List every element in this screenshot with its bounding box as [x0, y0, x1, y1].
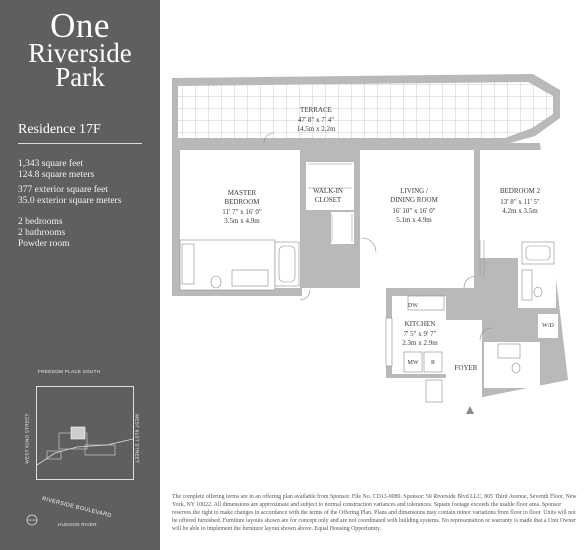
unit-walls — [172, 143, 568, 400]
terrace-label: TERRACE — [300, 106, 332, 114]
dishwasher-label: DW — [408, 303, 418, 309]
master-bedroom-label: MASTER — [227, 189, 257, 197]
terrace-dimensions: 47' 8" x 7' 4" — [297, 116, 335, 124]
living-room-label-2: DINING ROOM — [390, 196, 438, 204]
exterior-sqm: 35.0 exterior square meters — [18, 196, 122, 206]
living-room-dimensions-metric: 5.1m x 4.9m — [396, 216, 432, 224]
powder-room: Powder room — [18, 239, 70, 249]
master-bedroom-dimensions-metric: 3.5m x 4.9m — [224, 217, 260, 225]
master-bedroom-dimensions: 11' 7" x 16' 0" — [222, 208, 262, 216]
street-label-north: FREEDOM PLACE SOUTH — [38, 369, 101, 374]
interior-sqft: 1,343 square feet — [18, 159, 84, 169]
bedroom-2-dimensions-metric: 4.2m x 3.5m — [502, 207, 538, 215]
walk-in-closet-label-2: CLOSET — [314, 196, 342, 204]
legal-disclaimer: The complete offering terms are in an offering plan available from Sponsor. File No. CD13-0089. Sponsor: 50 Riverside Blvd LLC, 805 Third Avenue, Seventh Floor, New York, NY 10022. All dimensions are approximate and subject to normal construction variances and tolerances. Square footage exceeds the usable floor area. Sponsor reserves the right to make changes in accordance with the terms of the Offering Plan. Plans and dimensions may contain minor variations from floor to floor. Units will not be offered furnished. Furniture layouts shown are for concept only and are not coordinated with building systems. No representation or warranty is made that a Unit Owner will be able to implement the furniture layout shown above. Equal Housing Opportunity. — [172, 494, 577, 532]
living-room-dimensions: 16' 10" x 16' 0" — [392, 207, 436, 215]
master-bedroom-label-2: BEDROOM — [224, 198, 260, 206]
bedroom-count: 2 bedrooms — [18, 217, 63, 227]
logo-line-riverside: Riverside — [28, 38, 132, 68]
street-label-east: WEST 61ST STREET — [134, 413, 140, 464]
refrigerator-label: R — [430, 360, 436, 366]
street-label-west: WEST 62ND STREET — [24, 413, 30, 464]
interior-sqm: 124.8 square meters — [18, 170, 95, 180]
residence-title: Residence 17F — [18, 122, 101, 137]
river-label: HUDSON RIVER — [58, 522, 97, 527]
kitchen-dimensions-metric: 2.3m x 2.9m — [402, 339, 438, 347]
kitchen-label: KITCHEN — [404, 320, 436, 328]
logo-line-park: Park — [55, 62, 105, 92]
bedroom-2-label: BEDROOM 2 — [499, 187, 541, 195]
street-label-south: RIVERSIDE BOULEVARD — [41, 496, 113, 520]
microwave-label: MW — [407, 360, 419, 366]
logo-line-one: One — [50, 6, 110, 45]
exterior-sqft: 377 exterior square feet — [18, 185, 108, 195]
walk-in-closet-label: WALK-IN — [313, 187, 343, 195]
kitchen-dimensions: 7' 5" x 9' 7" — [403, 330, 437, 338]
foyer-label: FOYER — [454, 364, 478, 372]
terrace-area — [172, 74, 560, 143]
entry-arrow-icon — [466, 406, 474, 414]
terrace-dimensions-metric: 14.5m x 2.2m — [296, 125, 336, 133]
bedroom-2-dimensions: 13' 8" x 11' 5" — [500, 198, 540, 206]
bathroom-count: 2 bathrooms — [18, 228, 66, 238]
washer-dryer-label: W/D — [542, 323, 554, 329]
living-room-label: LIVING / — [400, 187, 428, 195]
